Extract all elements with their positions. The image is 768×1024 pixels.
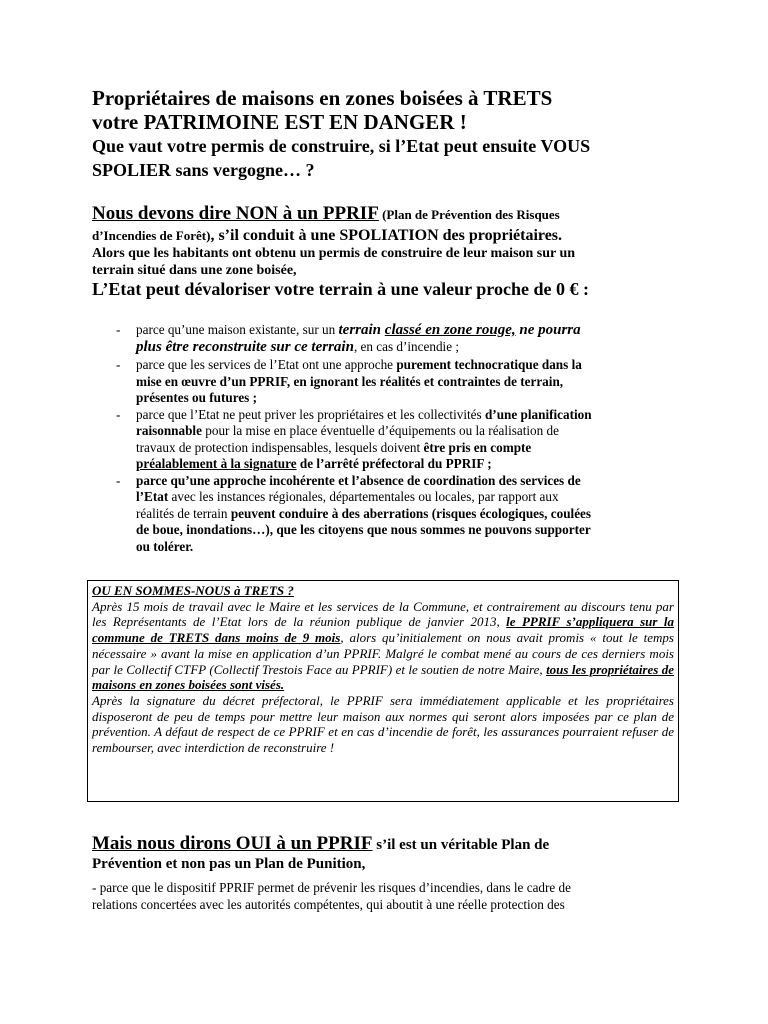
subtitle-line-1: Que vaut votre permis de construire, si l’Etat peut ensuite VOUS [92, 136, 591, 156]
title-line-1: Propriétaires de maisons en zones boisées à TRETS [92, 86, 553, 110]
bullet-item [116, 322, 676, 355]
bullet-text: réalités de terrain [136, 505, 231, 521]
bullet-text: , en cas d’incendie ; [353, 338, 460, 354]
title-line-2: votre PATRIMOINE EST EN DANGER ! [92, 110, 467, 134]
bullet-text: de l’arrêté préfectoral du PPRIF ; [296, 456, 492, 471]
box-paragraph-2: Après la signature du décret préfectoral, le PPRIF sera immédiatement applicable et les propriétaires disposeront de peu de temps pour mettre leur maison aux normes qui seront alors imposées par ce plan de prévention. A défaut de respect de ce PPRIF et en cas d’incendie de forêt, les assurances pourraient refuser de rembourser, avec interdiction de reconstruire ! [92, 692, 674, 756]
bullet-text: mise en œuvre d’un PPRIF, en ignorant les réalités et contraintes de terrain, [136, 373, 564, 389]
document-title [92, 86, 552, 134]
bullet-text: présentes ou futures ; [136, 390, 257, 405]
trets-status-box [87, 580, 679, 802]
bullet-dash: - [116, 357, 121, 372]
bullet-item [116, 407, 676, 473]
non-headline: Nous devons dire NON à un PPRIF [92, 203, 379, 224]
bullet-text: parce qu’une maison existante, sur un [136, 322, 339, 337]
bullet-text: parce que l’Etat ne peut priver les propriétaires et les collectivités [136, 406, 485, 422]
intro-line-1: Alors que les habitants ont obtenu un permis de construire de leur maison sur un [92, 246, 576, 261]
box-paragraph-1 [92, 599, 674, 693]
valeur-statement: L’Etat peut dévaloriser votre terrain à une valeur proche de 0 € : [92, 279, 589, 299]
box-title: OU EN SOMMES-NOUS à TRETS ? [92, 583, 294, 598]
bullet-text: pour la mise en place éventuelle d’équipements ou la réalisation de [201, 423, 559, 438]
box-text: tous les propriétaires de maisons en zones boisées sont visés. [92, 661, 674, 693]
bullet-list [116, 322, 676, 555]
non-continuation: , s’il conduit à une SPOLIATION des propriétaires. [210, 227, 563, 244]
bullet-dash: - [116, 472, 121, 488]
box-text: Après 15 mois de travail avec le Maire et les services de la Commune, et contrairement au discours tenu par les Représentants de l’Etat lors de la réunion publique de janvier 2013, [92, 598, 674, 630]
bullet-text: peuvent conduire à des aberrations (risques écologiques, coulées [230, 505, 592, 521]
bullet-dash: - [116, 406, 121, 422]
bullet-text: travaux de protection indispensables, lesquels doivent [136, 439, 424, 455]
oui-headline: Mais nous dirons OUI à un PPRIF [92, 833, 373, 854]
bullet-text: classé en zone rouge, [384, 322, 516, 338]
oui-line-1: - parce que le dispositif PPRIF permet de prévenir les risques d’incendies, dans le cadre de [92, 880, 571, 895]
bullet-text: parce que les services de l’Etat ont une approche [136, 357, 397, 372]
bullet-text: avec les instances régionales, départementales ou locales, par rapport aux [168, 489, 559, 504]
bullet-text: terrain [338, 322, 385, 338]
bullet-text: d’une planification [484, 406, 592, 422]
bullet-text: ne pourra [515, 322, 581, 338]
oui-paragraph [92, 879, 672, 913]
document-subtitle [92, 134, 590, 182]
bullet-text: être pris en compte [423, 439, 532, 455]
bullet-item [116, 357, 676, 407]
bullet-text: purement technocratique dans la [396, 357, 582, 372]
oui-continuation-2: Prévention et non pas un Plan de Punition, [92, 856, 366, 872]
non-intro [92, 245, 672, 279]
oui-section-heading [92, 834, 672, 874]
non-paren-1: (Plan de Prévention des Risques [378, 207, 560, 222]
bullet-item [116, 473, 676, 556]
bullet-dash: - [116, 322, 121, 337]
intro-line-2: terrain situé dans une zone boisée, [92, 263, 297, 278]
bullet-text: ou tolérer. [136, 538, 194, 554]
bullet-text: préalablement à la signature [136, 456, 297, 471]
non-section-heading [92, 204, 672, 247]
non-paren-2: d’Incendies de Forêt) [92, 228, 211, 243]
box-text: le PPRIF s’appliquera sur la commune de TRETS dans moins de 9 mois [92, 614, 675, 646]
oui-continuation-1: s’il est un véritable Plan de [372, 837, 550, 853]
subtitle-line-2: SPOLIER sans vergogne… ? [92, 160, 315, 180]
bullet-text: raisonnable [136, 423, 202, 438]
bullet-text: parce qu’une approche incohérente et l’absence de coordination des services de [136, 472, 581, 488]
bullet-text: de boue, inondations…), que les citoyens que nous sommes ne pouvons supporter [136, 522, 591, 537]
oui-line-2: relations concertées avec les autorités compétentes, qui aboutit à une réelle protection des [92, 897, 565, 912]
bullet-text: l’Etat [136, 489, 169, 504]
bullet-text: plus être reconstruite sur ce terrain [136, 338, 354, 355]
box-text: , alors qu’initialement on nous avait promis « tout le temps nécessaire » avant la mise en application d’un PPRIF. Malgré le combat mené au cours de ces derniers mois par le Collectif CTFP (Collectif Trestois Face au PPRIF) et le soutien de notre Maire, [92, 630, 674, 677]
